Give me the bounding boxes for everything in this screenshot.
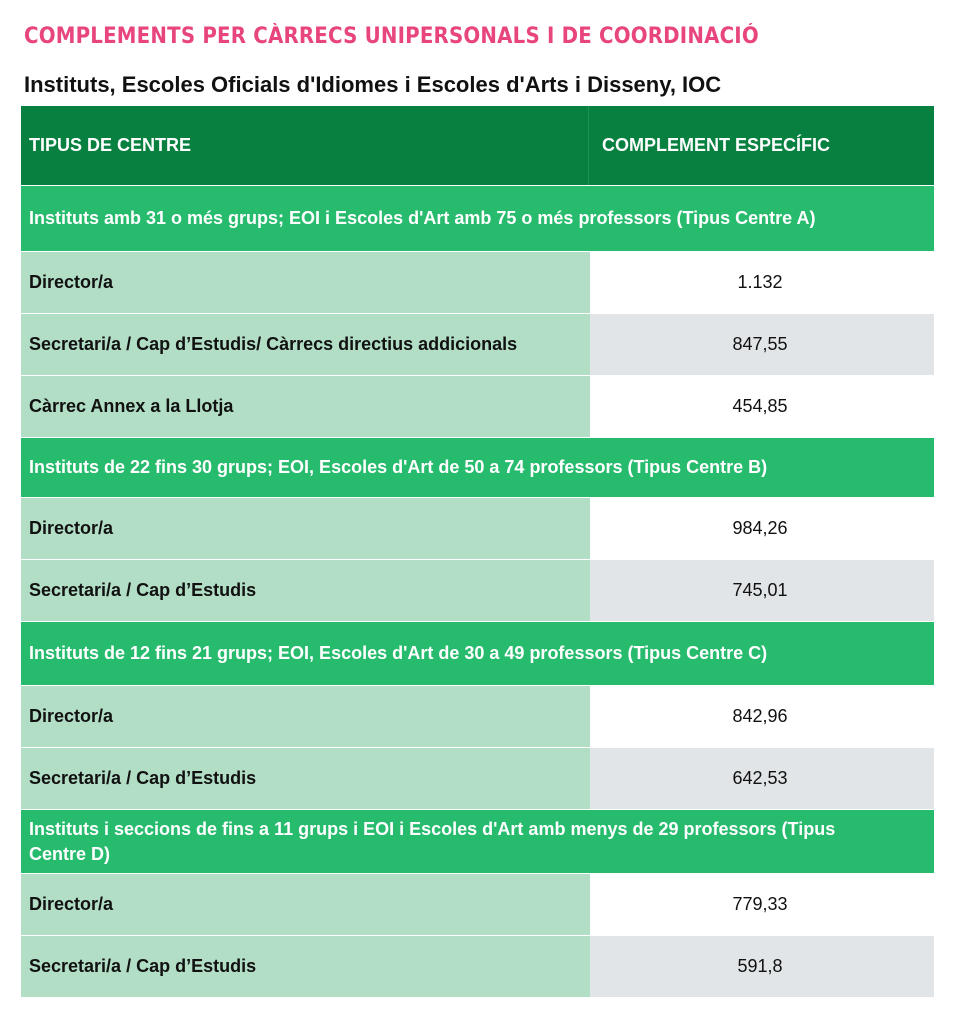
row-label: Secretari/a / Cap d’Estudis bbox=[21, 748, 590, 809]
row-label: Secretari/a / Cap d’Estudis/ Càrrecs directius addicionals bbox=[21, 314, 590, 375]
header-complement-especific: COMPLEMENT ESPECÍFIC bbox=[602, 135, 831, 155]
row-value: 984,26 bbox=[590, 498, 934, 559]
table-row bbox=[21, 685, 934, 747]
row-value: 842,96 bbox=[590, 686, 934, 747]
row-label: Director/a bbox=[21, 252, 590, 313]
row-value: 591,8 bbox=[590, 936, 934, 997]
row-value: 642,53 bbox=[590, 748, 934, 809]
table-row bbox=[21, 935, 934, 997]
row-label: Director/a bbox=[21, 498, 590, 559]
row-value: 847,55 bbox=[590, 314, 934, 375]
row-label: Secretari/a / Cap d’Estudis bbox=[21, 560, 590, 621]
section-header-b: Instituts de 22 fins 30 grups; EOI, Escoles d'Art de 50 a 74 professors (Tipus Centre B) bbox=[21, 437, 934, 497]
table-row bbox=[21, 313, 934, 375]
row-value: 454,85 bbox=[590, 376, 934, 437]
header-tipus-centre: TIPUS DE CENTRE bbox=[21, 106, 589, 185]
row-label: Director/a bbox=[21, 874, 590, 935]
complements-table bbox=[21, 106, 934, 997]
row-value: 1.132 bbox=[590, 252, 934, 313]
table-row bbox=[21, 873, 934, 935]
row-label: Director/a bbox=[21, 686, 590, 747]
row-label: Secretari/a / Cap d’Estudis bbox=[21, 936, 590, 997]
section-header-d bbox=[21, 809, 934, 873]
page-subtitle: Instituts, Escoles Oficials d'Idiomes i Escoles d'Arts i Disseny, IOC bbox=[24, 72, 722, 97]
section-header-d-text: Instituts i seccions de fins a 11 grups i EOI i Escoles d'Art amb menys de 29 professors (Tipus Centre D) bbox=[29, 818, 836, 864]
table-row bbox=[21, 251, 934, 313]
table-row bbox=[21, 559, 934, 621]
section-header-c: Instituts de 12 fins 21 grups; EOI, Escoles d'Art de 30 a 49 professors (Tipus Centre C) bbox=[21, 621, 934, 685]
table-row bbox=[21, 375, 934, 437]
table-row bbox=[21, 497, 934, 559]
section-header-a: Instituts amb 31 o més grups; EOI i Escoles d'Art amb 75 o més professors (Tipus Centre A) bbox=[21, 185, 934, 251]
table-header-row bbox=[21, 106, 934, 185]
row-value: 779,33 bbox=[590, 874, 934, 935]
row-value: 745,01 bbox=[590, 560, 934, 621]
table-row bbox=[21, 747, 934, 809]
row-label: Càrrec Annex a la Llotja bbox=[21, 376, 590, 437]
page-title: COMPLEMENTS PER CÀRRECS UNIPERSONALS I DE COORDINACIÓ bbox=[24, 24, 759, 49]
